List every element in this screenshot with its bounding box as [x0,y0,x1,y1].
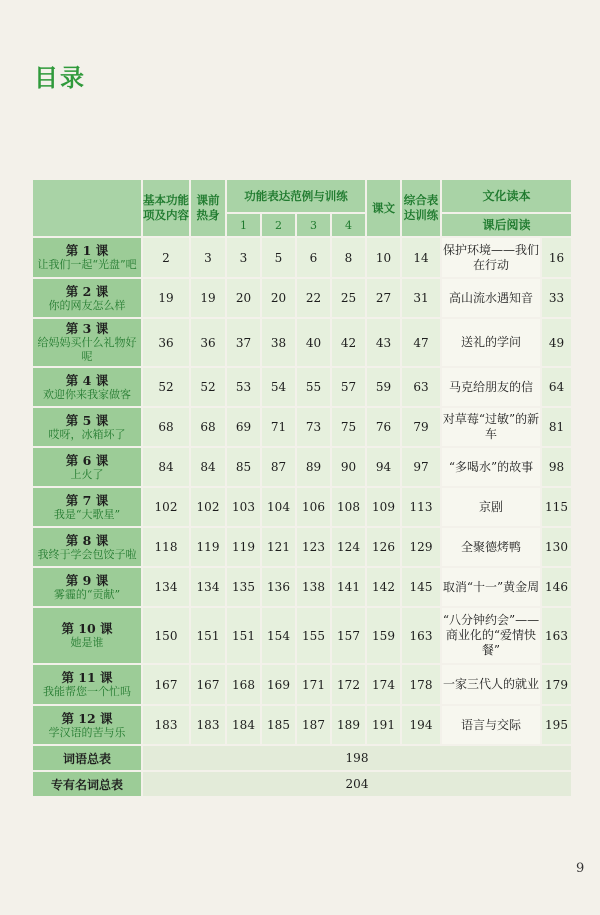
lesson-label [33,706,143,746]
page-title: 目录 [34,64,86,92]
page-number: 9 [576,861,585,876]
page-cell: 124 [332,528,367,568]
page-cell: 183 [191,706,227,746]
lesson-title: 我终于学会包饺子啦 [37,547,137,561]
lesson-row [33,238,573,279]
reading-page: 179 [542,665,573,706]
page-cell: 183 [143,706,191,746]
page-cell: 129 [402,528,442,568]
lesson-number: 第 4 课 [65,372,109,388]
page-cell: 68 [191,408,227,448]
reading-title: “多喝水”的故事 [442,448,542,488]
page-cell: 53 [227,368,262,408]
page-cell: 85 [227,448,262,488]
reading-page: 33 [542,279,573,319]
lesson-number: 第 7 课 [65,492,109,508]
lesson-row [33,319,573,368]
reading-page: 16 [542,238,573,279]
page-cell: 185 [262,706,297,746]
page-cell: 20 [227,279,262,319]
reading-page: 195 [542,706,573,746]
page-cell: 84 [191,448,227,488]
header-basic-content: 基本功能项及内容 [143,180,191,238]
page-cell: 151 [191,608,227,665]
lesson-row [33,279,573,319]
lesson-label [33,608,143,665]
reading-title: 对草莓“过敏”的新车 [442,408,542,448]
reading-page: 98 [542,448,573,488]
glossary-page: 198 [143,746,573,772]
header-sub-1: 1 [227,214,262,238]
page-cell: 8 [332,238,367,279]
page-cell: 172 [332,665,367,706]
page-cell: 102 [191,488,227,528]
lesson-label [33,238,143,279]
lesson-label [33,665,143,706]
reading-title: 一家三代人的就业 [442,665,542,706]
page-cell: 189 [332,706,367,746]
header-sub-2: 2 [262,214,297,238]
page-cell: 113 [402,488,442,528]
lesson-row [33,568,573,608]
page-cell: 155 [297,608,332,665]
page-cell: 71 [262,408,297,448]
lesson-number: 第 6 课 [65,452,109,468]
page-cell: 19 [143,279,191,319]
page-cell: 174 [367,665,402,706]
page-cell: 191 [367,706,402,746]
page-cell: 14 [402,238,442,279]
page-cell: 141 [332,568,367,608]
page-cell: 118 [143,528,191,568]
lesson-row [33,488,573,528]
page-cell: 134 [191,568,227,608]
reading-title: 语言与交际 [442,706,542,746]
page-cell: 94 [367,448,402,488]
lesson-row [33,665,573,706]
page-cell: 135 [227,568,262,608]
lesson-number: 第 1 课 [65,243,109,258]
page-cell: 171 [297,665,332,706]
lesson-title: 我能帮您一个忙吗 [43,685,131,698]
page-cell: 157 [332,608,367,665]
reading-title: 马克给朋友的信 [442,368,542,408]
proper-nouns-page: 204 [143,772,573,798]
page-cell: 194 [402,706,442,746]
lesson-title: 她是谁 [70,636,104,649]
header-after-class-reading: 课后阅读 [442,214,573,238]
lesson-number: 第 2 课 [65,283,109,299]
lesson-title: 你的网友怎么样 [48,298,126,312]
page-cell: 136 [262,568,297,608]
page-cell: 79 [402,408,442,448]
page-cell: 168 [227,665,262,706]
page-cell: 42 [332,319,367,368]
page-cell: 119 [227,528,262,568]
page-cell: 138 [297,568,332,608]
lesson-label [33,279,143,319]
lesson-number: 第 9 课 [65,572,109,588]
header-sub-3: 3 [297,214,332,238]
reading-page: 115 [542,488,573,528]
page-cell: 108 [332,488,367,528]
lesson-label [33,319,143,368]
page-cell: 106 [297,488,332,528]
page-cell: 154 [262,608,297,665]
reading-page: 49 [542,319,573,368]
page-cell: 36 [191,319,227,368]
page-cell: 178 [402,665,442,706]
page-cell: 75 [332,408,367,448]
glossary-label: 词语总表 [33,746,143,772]
page-cell: 102 [143,488,191,528]
reading-title: 送礼的学问 [442,319,542,368]
page-cell: 163 [402,608,442,665]
reading-page: 64 [542,368,573,408]
lesson-row [33,448,573,488]
page-cell: 69 [227,408,262,448]
page-cell: 103 [227,488,262,528]
lesson-title: 学汉语的苦与乐 [48,725,126,739]
lesson-number: 第 10 课 [61,621,113,636]
page-cell: 10 [367,238,402,279]
lesson-title: 我是“大歌星” [53,507,121,521]
header-comprehensive: 综合表达训练 [402,180,442,238]
lesson-number: 第 12 课 [61,710,113,726]
page-cell: 134 [143,568,191,608]
page-cell: 184 [227,706,262,746]
page-cell: 38 [262,319,297,368]
page-cell: 109 [367,488,402,528]
page-cell: 22 [297,279,332,319]
page-cell: 37 [227,319,262,368]
lesson-label [33,528,143,568]
page-cell: 63 [402,368,442,408]
lesson-label [33,408,143,448]
page-cell: 142 [367,568,402,608]
page-cell: 126 [367,528,402,568]
lesson-title: 给妈妈买什么礼物好呢 [37,336,137,363]
proper-nouns-label: 专有名词总表 [33,772,143,798]
lesson-row [33,368,573,408]
page-cell: 40 [297,319,332,368]
lesson-label [33,488,143,528]
page-cell: 2 [143,238,191,279]
header-corner [33,180,143,238]
header-function-training: 功能表达范例与训练 [227,180,367,214]
page-cell: 52 [143,368,191,408]
lesson-title: 哎呀，冰箱坏了 [48,427,126,441]
page-cell: 89 [297,448,332,488]
page-cell: 121 [262,528,297,568]
reading-page: 163 [542,608,573,665]
page-cell: 151 [227,608,262,665]
lesson-label [33,368,143,408]
page-cell: 145 [402,568,442,608]
header-culture-reading: 文化读本 [442,180,573,214]
page-cell: 54 [262,368,297,408]
page-cell: 19 [191,279,227,319]
header-sub-4: 4 [332,214,367,238]
page-cell: 76 [367,408,402,448]
lesson-title: 上火了 [70,467,104,481]
reading-page: 146 [542,568,573,608]
reading-title: 京剧 [442,488,542,528]
lesson-row [33,706,573,746]
page-cell: 20 [262,279,297,319]
lesson-number: 第 5 课 [65,412,109,428]
page-cell: 150 [143,608,191,665]
page-cell: 3 [227,238,262,279]
table-of-contents [33,180,573,798]
page-cell: 159 [367,608,402,665]
lesson-row [33,528,573,568]
page-cell: 47 [402,319,442,368]
lesson-label [33,568,143,608]
page-cell: 104 [262,488,297,528]
page-cell: 52 [191,368,227,408]
page-cell: 187 [297,706,332,746]
page-cell: 90 [332,448,367,488]
page-cell: 31 [402,279,442,319]
reading-page: 130 [542,528,573,568]
page-cell: 6 [297,238,332,279]
page-cell: 55 [297,368,332,408]
header-text: 课文 [367,180,402,238]
page-cell: 68 [143,408,191,448]
reading-page: 81 [542,408,573,448]
page-cell: 25 [332,279,367,319]
reading-title: 取消“十一”黄金周 [442,568,542,608]
lesson-row [33,408,573,448]
page-cell: 97 [402,448,442,488]
page-cell: 57 [332,368,367,408]
page-cell: 3 [191,238,227,279]
page-cell: 27 [367,279,402,319]
lesson-title: 雾霾的“贡献” [53,587,121,601]
lesson-label [33,448,143,488]
page-cell: 87 [262,448,297,488]
lesson-number: 第 8 课 [65,532,109,548]
page-cell: 43 [367,319,402,368]
reading-title: “八分钟约会”——商业化的“爱情快餐” [442,608,542,665]
page-cell: 5 [262,238,297,279]
page-cell: 167 [191,665,227,706]
reading-title: 高山流水遇知音 [442,279,542,319]
header-warmup: 课前热身 [191,180,227,238]
reading-title: 全聚德烤鸭 [442,528,542,568]
lesson-number: 第 3 课 [65,321,109,336]
page-cell: 84 [143,448,191,488]
page-cell: 169 [262,665,297,706]
page-cell: 73 [297,408,332,448]
page-cell: 36 [143,319,191,368]
page-cell: 167 [143,665,191,706]
page-cell: 119 [191,528,227,568]
lesson-title: 让我们一起“光盘”吧 [37,258,137,271]
lesson-number: 第 11 课 [61,670,113,685]
page-cell: 59 [367,368,402,408]
reading-title: 保护环境——我们在行动 [442,238,542,279]
page-cell: 123 [297,528,332,568]
lesson-title: 欢迎你来我家做客 [43,387,131,401]
lesson-row [33,608,573,665]
